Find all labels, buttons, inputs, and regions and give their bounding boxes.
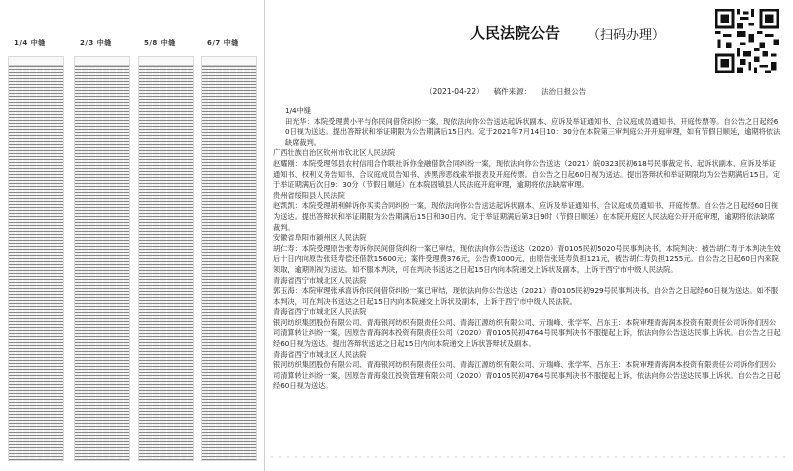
notice-body xyxy=(273,106,781,466)
thumbnail-label-4: 6/7 中缝 xyxy=(207,39,239,47)
court-name: 贵州省绥阳县人民法院 xyxy=(273,190,345,200)
notice-paragraph: 银河纺织集团股份有限公司、青海银河纺织有限责任公司、青海江源纺织有限公司、亓瑞峰、张学军、吕东王：本院审理青海润本投资有限责任公司诉你们因公司清算转让纠纷一案，因原告青海润本投资有限责任公司（2020）青0105民初4764号民事判决书不服提起上诉，依法向你公告送达民事上诉状。自公告之日起经60日视为送达。提出答辩状送达之日起15日内向本院递交上诉状答辩状及副本。 xyxy=(273,317,781,349)
page-title: 人民法院公告 xyxy=(470,24,561,42)
thumbnail-page-4[interactable] xyxy=(201,56,257,461)
notice-paragraph: 田光华：本院受理黄小平与你民间借贷纠纷一案，现依法向你公告送达起诉状副本、应诉及举证通知书、合议庭成员通知书、开庭传票等。自公告之日起经60日视为送达。提出答辩状和举证期限为公告期满后15日内。定于2021年7月14日10：30分在本院第三审判庭公开开庭审理，如有节假日顺延，逾期将依法缺席裁判。 xyxy=(285,116,781,147)
source-label: 稿件来源： xyxy=(493,87,532,96)
notice-meta xyxy=(425,86,596,97)
publish-date: （2021-04-22） xyxy=(425,87,484,96)
thumbnail-label-2: 2/3 中缝 xyxy=(80,39,112,47)
notice-paragraph: 胡仁寿：本院受理原告张寿诉你民间借贷纠纷一案已审结，现依法向你公告送达（2020）青0105民初5020号民事判决书。本院判决：被告胡仁寿于本判决生效后十日内向原告张廷寿偿还借款15600元；案件受理费376元，公告费1000元，由原告张廷寿负担121元，被告胡仁寿负担1255元。自公告之日起60日内来院领取，逾期则视为送达。如不服本判决，可在判决书送达之日起15日内向本院递交上诉状及副本，上诉于西宁市中级人民法院。 xyxy=(273,243,781,274)
notice-paragraph: 赵耀刚：本院受理邻县农村信用合作联社诉你金融借款合同纠纷一案，现依法向你公告送达（2021）皖0323民初618号民事裁定书、起诉状副本、应诉及举证通知书、权利义务告知书、合议庭成员告知书、涉黑涉恶线索举报表及开庭传票。自公告之日起60日视为送达。提出答辩状和举证期限均为公告期满后15日。定于举证期满后次日9：30分（节假日顺延）在本院固镇县人民法庭开庭审理，逾期将依法缺席审理。 xyxy=(273,158,781,190)
bottom-dotted-rule xyxy=(268,454,788,460)
section-heading: 1/4中缝 xyxy=(285,106,311,115)
thumbnail-page-3[interactable] xyxy=(138,56,194,461)
thumbnail-page-2[interactable] xyxy=(74,56,130,461)
notice-paragraph: 赵凯凯：本院受理胡利鲜诉你买卖合同纠纷一案，现依法向你公告送达起诉状副本、应诉及举证通知书、合议庭成员通知书、开庭传票。自公告之日起经60日视为送达。提出答辩状和举证期限为公告期满后15日和30日内。定于举证期满后第3日9时（节假日顺延）在本院开庭区人民法庭公开开庭审理，逾期将依法缺席裁判。 xyxy=(273,201,779,232)
qr-code-icon[interactable] xyxy=(712,6,782,76)
column-divider xyxy=(264,0,265,471)
newspaper-thumbnails xyxy=(0,0,262,471)
thumbnail-page-1[interactable] xyxy=(8,56,64,461)
notice-paragraph: 郭玉海：本院审理张承喜诉你民间借贷纠纷一案已审结，现依法向你公告送达（2021）青0105民初929号民事判决书，自公告之日起经60日视为送达。如不服本判决，可在判决书送达之日起15日内向本院递交上诉状及副本，上诉于西宁市中级人民法院。 xyxy=(273,286,779,306)
court-name: 青海省西宁市城北区人民法院 xyxy=(273,307,367,317)
notice-paragraph: 银河纺织集团股份有限公司、青海银河纺织有限责任公司、青海江源纺织有限公司、亓瑞峰、张学军、吕东王：本院审理青海润本投资有限责任公司诉你们因公司清算转让纠纷一案，因原告青海泉江投资管理有限公司（2020）青0105民初4764号民事判决书不服提起上诉，依法向你公告送达民事上诉状。自公告之日起经60日视为送达。 xyxy=(273,360,781,391)
court-name: 青海省西宁市城北区人民法院 xyxy=(273,275,367,285)
thumbnail-label-3: 5/8 中缝 xyxy=(144,39,176,47)
court-name: 广西壮族自治区钦州市钦北区人民法院 xyxy=(273,148,396,158)
thumbnail-label-1: 1/4 中缝 xyxy=(14,39,46,47)
court-name: 青海省西宁市城北区人民法院 xyxy=(273,349,367,359)
source-value: 法治日报公告 xyxy=(541,87,587,96)
court-name: 安徽省阜阳市颍州区人民法院 xyxy=(273,233,367,243)
scan-hint: （扫码办理） xyxy=(587,28,666,43)
